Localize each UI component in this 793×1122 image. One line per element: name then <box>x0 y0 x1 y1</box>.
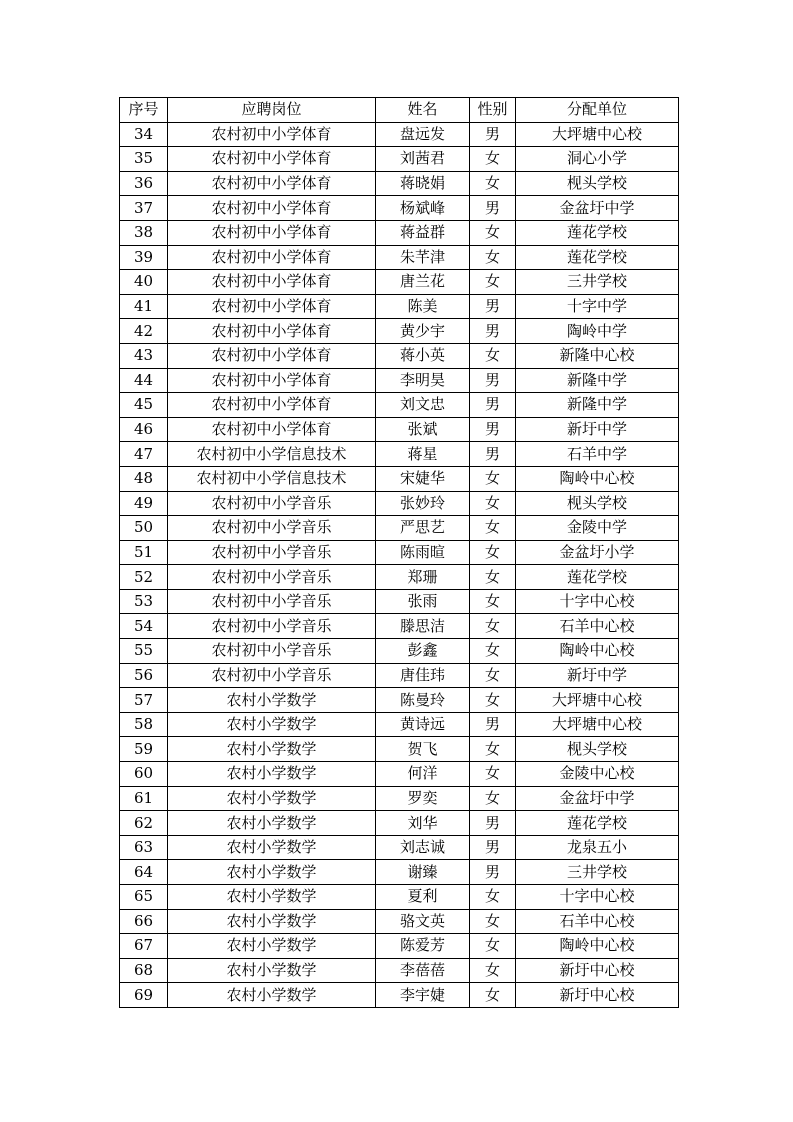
header-row <box>120 98 679 123</box>
cell-assigned-unit: 大坪塘中心校 <box>516 712 679 737</box>
cell-position: 农村小学数学 <box>168 786 376 811</box>
cell-name: 刘茜君 <box>376 147 470 172</box>
cell-serial-no: 58 <box>120 712 168 737</box>
cell-serial-no: 63 <box>120 835 168 860</box>
cell-assigned-unit: 陶岭中心校 <box>516 639 679 664</box>
table-row <box>120 491 679 516</box>
cell-position: 农村初中小学体育 <box>168 319 376 344</box>
cell-serial-no: 48 <box>120 466 168 491</box>
cell-position: 农村初中小学音乐 <box>168 589 376 614</box>
cell-name: 陈爱芳 <box>376 934 470 959</box>
cell-name: 骆文英 <box>376 909 470 934</box>
table-row <box>120 540 679 565</box>
cell-gender: 女 <box>470 737 516 762</box>
cell-gender: 男 <box>470 442 516 467</box>
cell-assigned-unit: 洞心小学 <box>516 147 679 172</box>
cell-name: 何洋 <box>376 762 470 787</box>
table-row <box>120 885 679 910</box>
cell-serial-no: 49 <box>120 491 168 516</box>
cell-position: 农村初中小学音乐 <box>168 491 376 516</box>
table-row <box>120 466 679 491</box>
table-row <box>120 983 679 1008</box>
cell-gender: 女 <box>470 147 516 172</box>
cell-gender: 男 <box>470 122 516 147</box>
table-row <box>120 614 679 639</box>
cell-serial-no: 51 <box>120 540 168 565</box>
table-row <box>120 565 679 590</box>
cell-assigned-unit: 莲花学校 <box>516 811 679 836</box>
table-row <box>120 811 679 836</box>
cell-name: 刘文忠 <box>376 393 470 418</box>
cell-gender: 女 <box>470 885 516 910</box>
cell-position: 农村初中小学体育 <box>168 368 376 393</box>
table-row <box>120 270 679 295</box>
cell-gender: 男 <box>470 712 516 737</box>
cell-gender: 男 <box>470 368 516 393</box>
cell-position: 农村小学数学 <box>168 983 376 1008</box>
cell-assigned-unit: 新圩中学 <box>516 417 679 442</box>
cell-name: 李明昊 <box>376 368 470 393</box>
cell-gender: 女 <box>470 762 516 787</box>
cell-assigned-unit: 新隆中心校 <box>516 343 679 368</box>
cell-gender: 女 <box>470 171 516 196</box>
table-row <box>120 220 679 245</box>
cell-name: 黄少宇 <box>376 319 470 344</box>
table-row <box>120 368 679 393</box>
cell-assigned-unit: 大坪塘中心校 <box>516 688 679 713</box>
cell-serial-no: 61 <box>120 786 168 811</box>
table-row <box>120 442 679 467</box>
cell-position: 农村初中小学体育 <box>168 393 376 418</box>
cell-position: 农村小学数学 <box>168 885 376 910</box>
cell-serial-no: 64 <box>120 860 168 885</box>
cell-serial-no: 62 <box>120 811 168 836</box>
table-row <box>120 343 679 368</box>
cell-gender: 女 <box>470 614 516 639</box>
cell-assigned-unit: 十字中心校 <box>516 589 679 614</box>
cell-name: 陈雨暄 <box>376 540 470 565</box>
cell-position: 农村初中小学音乐 <box>168 516 376 541</box>
cell-gender: 女 <box>470 540 516 565</box>
cell-serial-no: 37 <box>120 196 168 221</box>
cell-assigned-unit: 陶岭中学 <box>516 319 679 344</box>
cell-name: 刘华 <box>376 811 470 836</box>
cell-name: 张斌 <box>376 417 470 442</box>
cell-name: 杨斌峰 <box>376 196 470 221</box>
table-body <box>120 122 679 1007</box>
cell-serial-no: 36 <box>120 171 168 196</box>
cell-assigned-unit: 金陵中心校 <box>516 762 679 787</box>
cell-gender: 男 <box>470 860 516 885</box>
cell-name: 唐兰花 <box>376 270 470 295</box>
roster-table <box>119 97 679 1008</box>
cell-gender: 男 <box>470 417 516 442</box>
table-row <box>120 762 679 787</box>
table-row <box>120 294 679 319</box>
table-row <box>120 786 679 811</box>
cell-assigned-unit: 金盆圩中学 <box>516 786 679 811</box>
header-gender: 性别 <box>470 98 516 123</box>
cell-gender: 男 <box>470 393 516 418</box>
cell-gender: 女 <box>470 565 516 590</box>
cell-serial-no: 41 <box>120 294 168 319</box>
cell-assigned-unit: 大坪塘中心校 <box>516 122 679 147</box>
cell-assigned-unit: 石羊中学 <box>516 442 679 467</box>
cell-assigned-unit: 新圩中心校 <box>516 958 679 983</box>
table-row <box>120 639 679 664</box>
cell-name: 黄诗远 <box>376 712 470 737</box>
cell-assigned-unit: 十字中学 <box>516 294 679 319</box>
cell-position: 农村初中小学音乐 <box>168 614 376 639</box>
cell-serial-no: 34 <box>120 122 168 147</box>
cell-position: 农村小学数学 <box>168 934 376 959</box>
cell-assigned-unit: 枧头学校 <box>516 171 679 196</box>
cell-name: 彭鑫 <box>376 639 470 664</box>
cell-name: 蒋小英 <box>376 343 470 368</box>
cell-assigned-unit: 莲花学校 <box>516 565 679 590</box>
cell-position: 农村初中小学体育 <box>168 196 376 221</box>
cell-name: 蒋晓娟 <box>376 171 470 196</box>
cell-position: 农村初中小学体育 <box>168 343 376 368</box>
table-row <box>120 860 679 885</box>
cell-serial-no: 47 <box>120 442 168 467</box>
cell-assigned-unit: 十字中心校 <box>516 885 679 910</box>
cell-serial-no: 40 <box>120 270 168 295</box>
cell-assigned-unit: 龙泉五小 <box>516 835 679 860</box>
table-row <box>120 688 679 713</box>
cell-gender: 男 <box>470 811 516 836</box>
cell-serial-no: 45 <box>120 393 168 418</box>
cell-serial-no: 55 <box>120 639 168 664</box>
cell-serial-no: 66 <box>120 909 168 934</box>
cell-gender: 女 <box>470 786 516 811</box>
cell-assigned-unit: 莲花学校 <box>516 220 679 245</box>
table-row <box>120 319 679 344</box>
cell-gender: 男 <box>470 196 516 221</box>
cell-gender: 女 <box>470 909 516 934</box>
cell-serial-no: 54 <box>120 614 168 639</box>
header-name: 姓名 <box>376 98 470 123</box>
cell-assigned-unit: 三井学校 <box>516 860 679 885</box>
cell-serial-no: 42 <box>120 319 168 344</box>
cell-assigned-unit: 陶岭中心校 <box>516 934 679 959</box>
cell-assigned-unit: 枧头学校 <box>516 737 679 762</box>
table-row <box>120 516 679 541</box>
cell-gender: 女 <box>470 220 516 245</box>
cell-serial-no: 57 <box>120 688 168 713</box>
cell-name: 李宇婕 <box>376 983 470 1008</box>
cell-gender: 女 <box>470 663 516 688</box>
cell-serial-no: 39 <box>120 245 168 270</box>
table-row <box>120 122 679 147</box>
cell-gender: 女 <box>470 516 516 541</box>
cell-position: 农村小学数学 <box>168 737 376 762</box>
table-row <box>120 393 679 418</box>
table-row <box>120 934 679 959</box>
header-position: 应聘岗位 <box>168 98 376 123</box>
cell-gender: 女 <box>470 934 516 959</box>
cell-name: 谢臻 <box>376 860 470 885</box>
cell-assigned-unit: 三井学校 <box>516 270 679 295</box>
cell-serial-no: 46 <box>120 417 168 442</box>
cell-gender: 女 <box>470 688 516 713</box>
cell-name: 蒋星 <box>376 442 470 467</box>
table-header <box>120 98 679 123</box>
cell-assigned-unit: 石羊中心校 <box>516 909 679 934</box>
cell-serial-no: 56 <box>120 663 168 688</box>
cell-serial-no: 69 <box>120 983 168 1008</box>
cell-serial-no: 44 <box>120 368 168 393</box>
cell-name: 李蓓蓓 <box>376 958 470 983</box>
cell-name: 刘志诚 <box>376 835 470 860</box>
cell-assigned-unit: 枧头学校 <box>516 491 679 516</box>
cell-serial-no: 43 <box>120 343 168 368</box>
cell-gender: 男 <box>470 319 516 344</box>
cell-position: 农村初中小学体育 <box>168 220 376 245</box>
cell-name: 滕思洁 <box>376 614 470 639</box>
cell-name: 贺飞 <box>376 737 470 762</box>
table-row <box>120 712 679 737</box>
cell-name: 罗奕 <box>376 786 470 811</box>
cell-serial-no: 35 <box>120 147 168 172</box>
cell-gender: 女 <box>470 491 516 516</box>
cell-name: 宋婕华 <box>376 466 470 491</box>
cell-position: 农村初中小学体育 <box>168 147 376 172</box>
cell-gender: 男 <box>470 294 516 319</box>
cell-gender: 女 <box>470 343 516 368</box>
table-row <box>120 663 679 688</box>
table-row <box>120 196 679 221</box>
cell-position: 农村初中小学体育 <box>168 245 376 270</box>
cell-assigned-unit: 新隆中学 <box>516 393 679 418</box>
table-row <box>120 835 679 860</box>
cell-position: 农村初中小学体育 <box>168 417 376 442</box>
cell-serial-no: 53 <box>120 589 168 614</box>
cell-position: 农村初中小学音乐 <box>168 540 376 565</box>
cell-serial-no: 67 <box>120 934 168 959</box>
table-row <box>120 958 679 983</box>
cell-serial-no: 65 <box>120 885 168 910</box>
cell-name: 严思艺 <box>376 516 470 541</box>
cell-position: 农村初中小学体育 <box>168 171 376 196</box>
table-row <box>120 417 679 442</box>
cell-position: 农村小学数学 <box>168 958 376 983</box>
cell-name: 张妙玲 <box>376 491 470 516</box>
cell-gender: 女 <box>470 589 516 614</box>
cell-name: 朱芊津 <box>376 245 470 270</box>
cell-name: 郑珊 <box>376 565 470 590</box>
cell-assigned-unit: 陶岭中心校 <box>516 466 679 491</box>
cell-gender: 男 <box>470 835 516 860</box>
cell-assigned-unit: 金盆圩小学 <box>516 540 679 565</box>
cell-serial-no: 60 <box>120 762 168 787</box>
table-row <box>120 589 679 614</box>
cell-position: 农村初中小学音乐 <box>168 639 376 664</box>
cell-assigned-unit: 新隆中学 <box>516 368 679 393</box>
cell-position: 农村初中小学体育 <box>168 122 376 147</box>
cell-serial-no: 38 <box>120 220 168 245</box>
cell-position: 农村小学数学 <box>168 835 376 860</box>
header-assigned-unit: 分配单位 <box>516 98 679 123</box>
table-row <box>120 737 679 762</box>
cell-name: 唐佳玮 <box>376 663 470 688</box>
cell-gender: 女 <box>470 639 516 664</box>
cell-gender: 女 <box>470 245 516 270</box>
cell-serial-no: 50 <box>120 516 168 541</box>
cell-serial-no: 59 <box>120 737 168 762</box>
cell-gender: 女 <box>470 270 516 295</box>
cell-position: 农村初中小学音乐 <box>168 663 376 688</box>
table-row <box>120 171 679 196</box>
cell-position: 农村初中小学音乐 <box>168 565 376 590</box>
cell-position: 农村初中小学信息技术 <box>168 466 376 491</box>
cell-position: 农村小学数学 <box>168 811 376 836</box>
cell-assigned-unit: 石羊中心校 <box>516 614 679 639</box>
cell-assigned-unit: 金陵中学 <box>516 516 679 541</box>
cell-position: 农村初中小学信息技术 <box>168 442 376 467</box>
cell-gender: 女 <box>470 983 516 1008</box>
cell-position: 农村小学数学 <box>168 860 376 885</box>
header-serial-no: 序号 <box>120 98 168 123</box>
cell-position: 农村小学数学 <box>168 712 376 737</box>
cell-position: 农村小学数学 <box>168 688 376 713</box>
cell-name: 陈美 <box>376 294 470 319</box>
cell-assigned-unit: 莲花学校 <box>516 245 679 270</box>
cell-name: 张雨 <box>376 589 470 614</box>
cell-assigned-unit: 金盆圩中学 <box>516 196 679 221</box>
cell-gender: 女 <box>470 466 516 491</box>
cell-gender: 女 <box>470 958 516 983</box>
cell-position: 农村初中小学体育 <box>168 294 376 319</box>
cell-serial-no: 68 <box>120 958 168 983</box>
cell-assigned-unit: 新圩中心校 <box>516 983 679 1008</box>
cell-name: 蒋益群 <box>376 220 470 245</box>
table-row <box>120 245 679 270</box>
cell-serial-no: 52 <box>120 565 168 590</box>
cell-name: 陈曼玲 <box>376 688 470 713</box>
cell-position: 农村初中小学体育 <box>168 270 376 295</box>
cell-assigned-unit: 新圩中学 <box>516 663 679 688</box>
table-row <box>120 909 679 934</box>
cell-position: 农村小学数学 <box>168 762 376 787</box>
cell-name: 盘远发 <box>376 122 470 147</box>
cell-name: 夏利 <box>376 885 470 910</box>
cell-position: 农村小学数学 <box>168 909 376 934</box>
table-row <box>120 147 679 172</box>
